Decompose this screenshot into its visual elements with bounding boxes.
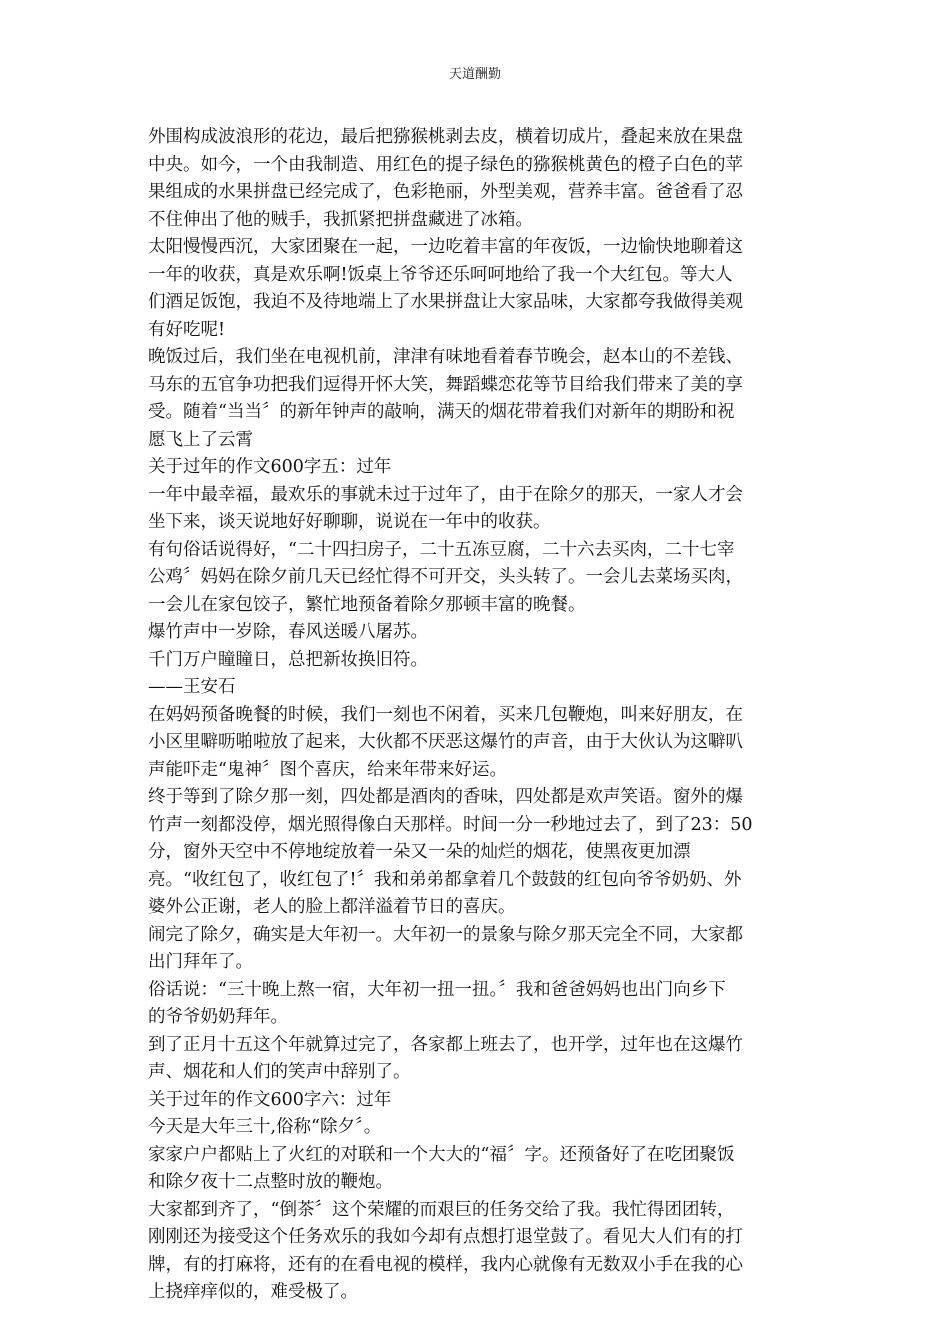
paragraph-new-year-eve: 终于等到了除夕那一刻，四处都是酒肉的香味，四处都是欢声笑语。窗外的爆 竹声一刻都没停，烟光照得像白天那样。时间一分一秒地过去了，到了23：50 分，窗外天空中不停地绽放着一朵又一朵的灿烂的烟花，使黑夜更加漂 亮。“收红包了，收红包了!〞我和弟弟都拿着几个鼓鼓的红包向爷爷奶奶、外 婆外公正谢，老人的脸上都洋溢着节日的喜庆。 <box>148 787 753 917</box>
paragraph-visiting: 俗话说：“三十晚上熬一宿，大年初一扭一扭。〞我和爸爸妈妈也出门向乡下 的爷爷奶奶拜年。 <box>148 979 726 1027</box>
page-header: 天道酬勤 <box>448 67 501 82</box>
document-body <box>148 124 808 1307</box>
paragraph-chuxi: 今天是大年三十,俗称“除夕〞。 <box>148 1117 382 1137</box>
paragraph-saying: 有句俗话说得好，“二十四扫房子，二十五冻豆腐，二十六去买肉，二十七宰 公鸡〞妈妈在除夕前几天已经忙得不可开交，头头转了。一会儿去菜场买肉， 一会儿在家包饺子，繁忙地预备着除夕那顿丰富的晚餐。 <box>148 539 743 615</box>
paragraph-happiest-time: 一年中最幸福，最欢乐的事就未过于过年了，由于在除夕的那天，一家人才会 坐下来，谈天说地好好聊聊，说说在一年中的收获。 <box>148 484 743 532</box>
paragraph-lantern-festival: 到了正月十五这个年就算过完了，各家都上班去了，也开学，过年也在这爆竹 声、烟花和人们的笑声中辞别了。 <box>148 1034 743 1082</box>
section-heading-six: 关于过年的作文600字六：过年 <box>148 1089 392 1110</box>
paragraph-pouring-tea: 大家都到齐了，“倒茶〞这个荣耀的而艰巨的任务交给了我。我忙得团团转， 刚刚还为接受这个任务欢乐的我如今却有点想打退堂鼓了。看见大人们有的打 牌，有的打麻将，还有的在看电视的模样，我内心就像有无数双小手在我的心 上挠痒痒似的，难受极了。 <box>148 1199 743 1302</box>
paragraph-first-day: 闹完了除夕，确实是大年初一。大年初一的景象与除夕那天完全不同，大家都 出门拜年了。 <box>148 924 743 972</box>
poem-line-1: 爆竹声中一岁除，春风送暖八屠苏。 <box>148 622 428 642</box>
poem-line-2: 千门万户瞳瞳日，总把新妆换旧符。 <box>148 649 428 670</box>
paragraph-couplets: 家家户户都贴上了火红的对联和一个大大的“福〞字。还预备好了在吃团聚饭 和除夕夜十二点整时放的鞭炮。 <box>148 1144 735 1192</box>
paragraph-firecrackers: 在妈妈预备晚餐的时候，我们一刻也不闲着，买来几包鞭炮，叫来好朋友，在 小区里噼呖啪啦放了起来，大伙都不厌恶这爆竹的声音，由于大伙认为这噼叭 声能吓走“鬼神〞图个喜庆，给来年带来好运。 <box>148 704 743 780</box>
paragraph-spring-gala: 晚饭过后，我们坐在电视机前，津津有味地看着春节晚会，赵本山的不差钱、 马东的五官争功把我们逗得开怀大笑，舞蹈蝶恋花等节目给我们带来了美的享 受。随着“当当〞的新年钟声的敲响，满天的烟花带着我们对新年的期盼和祝 愿飞上了云霄 <box>148 347 743 450</box>
paragraph-fruit-platter: 外围构成波浪形的花边，最后把猕猴桃剥去皮，横着切成片，叠起来放在果盘 中央。如今，一个由我制造、用红色的提子绿色的猕猴桃黄色的橙子白色的苹 果组成的水果拼盘已经完成了，色彩艳丽，外型美观，营养丰富。爸爸看了忍 不住伸出了他的贼手，我抓紧把拼盘藏进了冰箱。 <box>148 127 743 230</box>
section-heading-five: 关于过年的作文600字五：过年 <box>148 457 392 477</box>
poem-author: ——王安石 <box>148 677 236 697</box>
paragraph-new-year-dinner: 太阳慢慢西沉，大家团聚在一起，一边吃着丰富的年夜饭，一边愉快地聊着这 一年的收获，真是欢乐啊!饭桌上爷爷还乐呵呵地给了我一个大红包。等大人 们酒足饭饱，我迫不及待地端上了水果拼盘让大家品味，大家都夸我做得美观 有好吃呢! <box>148 237 743 340</box>
